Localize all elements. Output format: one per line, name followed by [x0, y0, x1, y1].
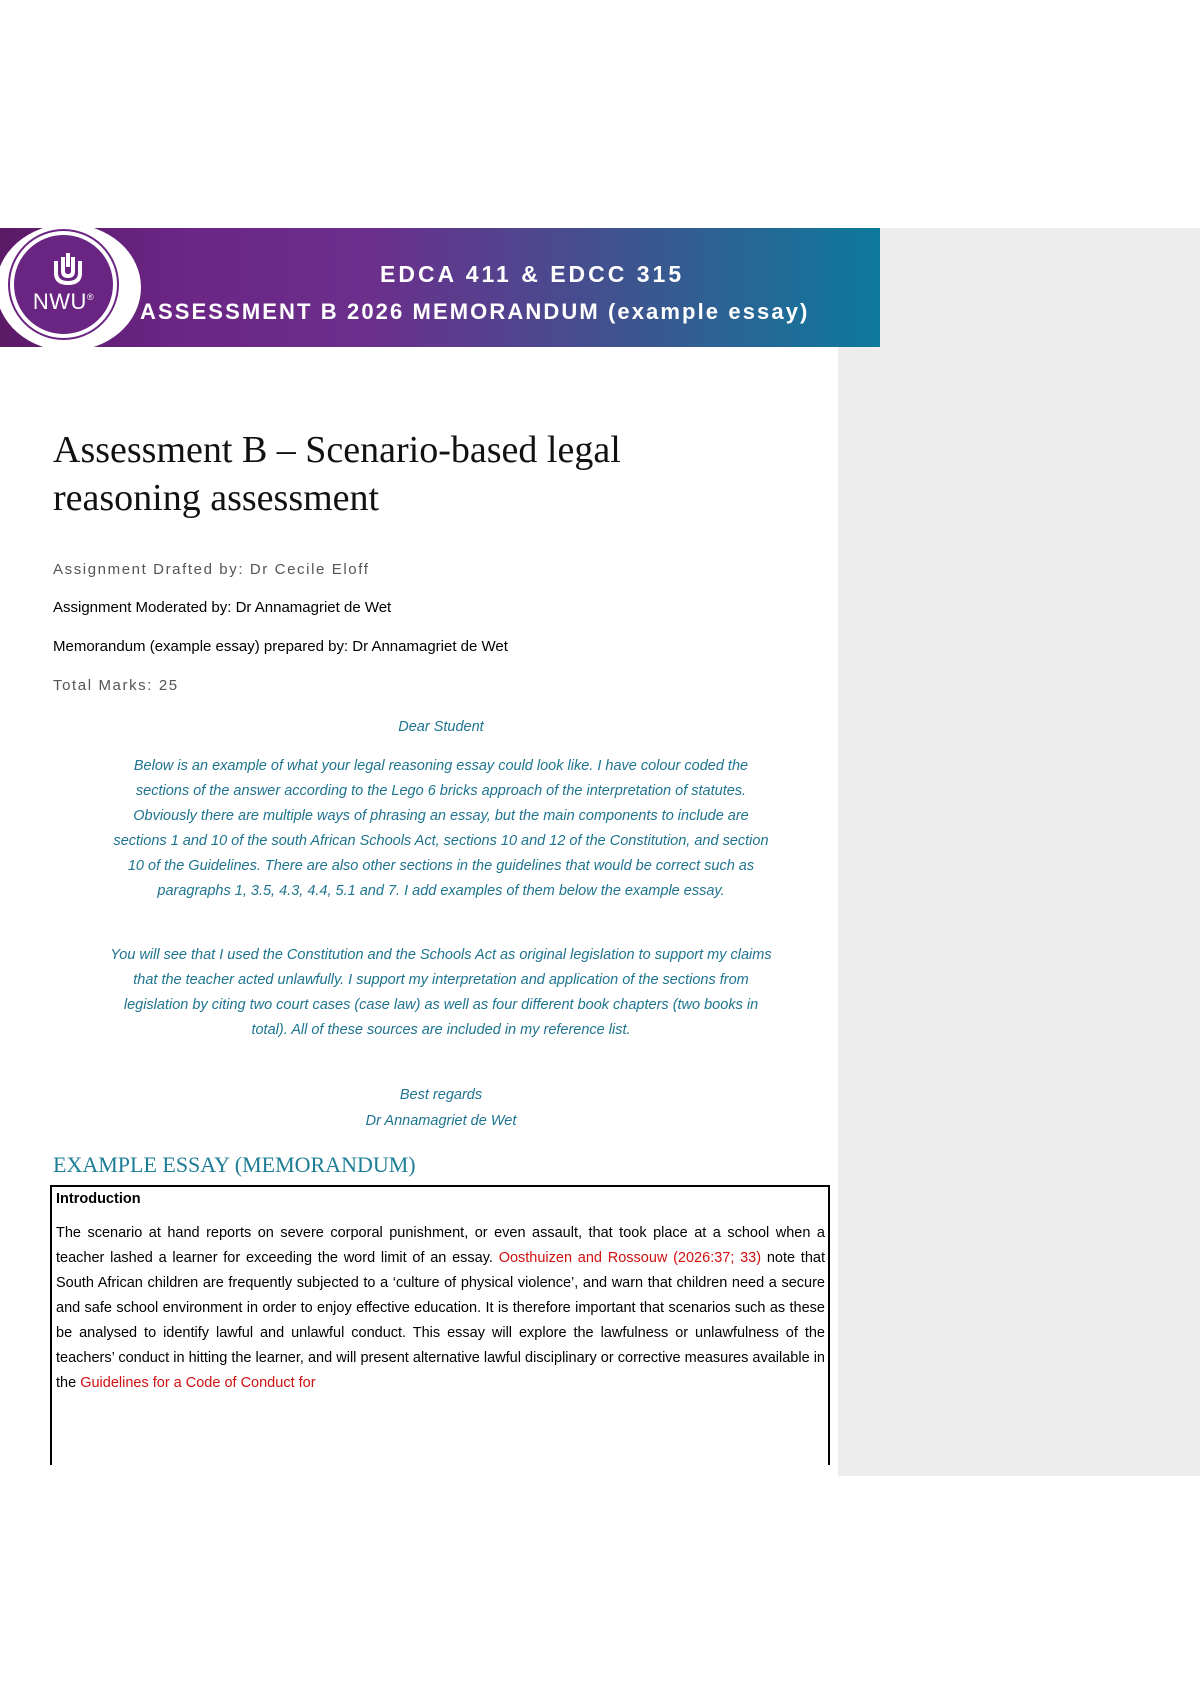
margin-panel — [838, 228, 1200, 1476]
logo-text: NWU® — [32, 289, 95, 314]
letter-paragraph-1: Below is an example of what your legal reasoning essay could look like. I have colour coded the sections of the answer according to the Lego 6 bricks approach of the interpretation of statutes. Obviously there are multiple ways of phrasing an essay, but the main components to include are sections 1 and 10 of the south African Schools Act, sections 10 and 12 of the Constitution, and section 10 of the Guidelines. There are also other sections in the guidelines that would be correct such as paragraphs 1, 3.5, 4.3, 4.4, 5.1 and 7. I add examples of them below the example essay. — [113, 758, 769, 899]
header-banner — [0, 228, 880, 347]
essay-paragraph — [56, 1221, 825, 1396]
letter-greeting: Dear Student — [398, 719, 484, 735]
nwu-emblem-icon — [52, 253, 84, 287]
letter-closing: Best regards — [399, 1087, 483, 1103]
essay-intro-label: Introduction — [56, 1191, 141, 1207]
essay-text-1: The scenario at hand reports on severe corporal punishment, or even assault, that took place at a school when a teacher lashed a learner for exceeding the word limit of an essay. — [56, 1225, 825, 1266]
logo-ring — [0, 228, 141, 347]
essay-text-2: note that South African children are frequently subjected to a ‘culture of physical violence’, and warn that children need a secure and safe school environment in order to enjoy effective education. It is therefore important that scenarios such as these be analysed to identify lawful and unlawful conduct. This essay will explore the lawfulness or unlawfulness of the teachers’ conduct in hitting the learner, and will present alternative lawful disciplinary or corrective measures available in the — [56, 1250, 825, 1391]
banner-subtitle: ASSESSMENT B 2026 MEMORANDUM (example essay) — [140, 299, 810, 324]
page-title: Assessment B – Scenario-based legal reasoning assessment — [53, 429, 621, 519]
essay-heading: EXAMPLE ESSAY (MEMORANDUM) — [53, 1152, 416, 1177]
citation-guidelines: Guidelines for a Code of Conduct for — [80, 1375, 316, 1391]
nwu-logo — [10, 231, 117, 338]
letter-signature: Dr Annamagriet de Wet — [365, 1113, 517, 1129]
prepared-by: Memorandum (example essay) prepared by: Dr Annamagriet de Wet — [53, 638, 508, 655]
moderated-by: Assignment Moderated by: Dr Annamagriet de Wet — [53, 599, 392, 616]
drafted-by: Assignment Drafted by: Dr Cecile Eloff — [53, 561, 370, 578]
letter-paragraph-2: You will see that I used the Constitution and the Schools Act as original legislation to support my claims that the teacher acted unlawfully. I support my interpretation and application of the sections from legislation by citing two court cases (case law) as well as four different book chapters (two books in total). All of these sources are included in my reference list. — [110, 947, 772, 1038]
citation-oosthuizen: Oosthuizen and Rossouw (2026:37; 33) — [498, 1250, 762, 1266]
course-codes: EDCA 411 & EDCC 315 — [380, 261, 685, 287]
total-marks: Total Marks: 25 — [53, 677, 179, 694]
essay-box — [50, 1185, 830, 1465]
